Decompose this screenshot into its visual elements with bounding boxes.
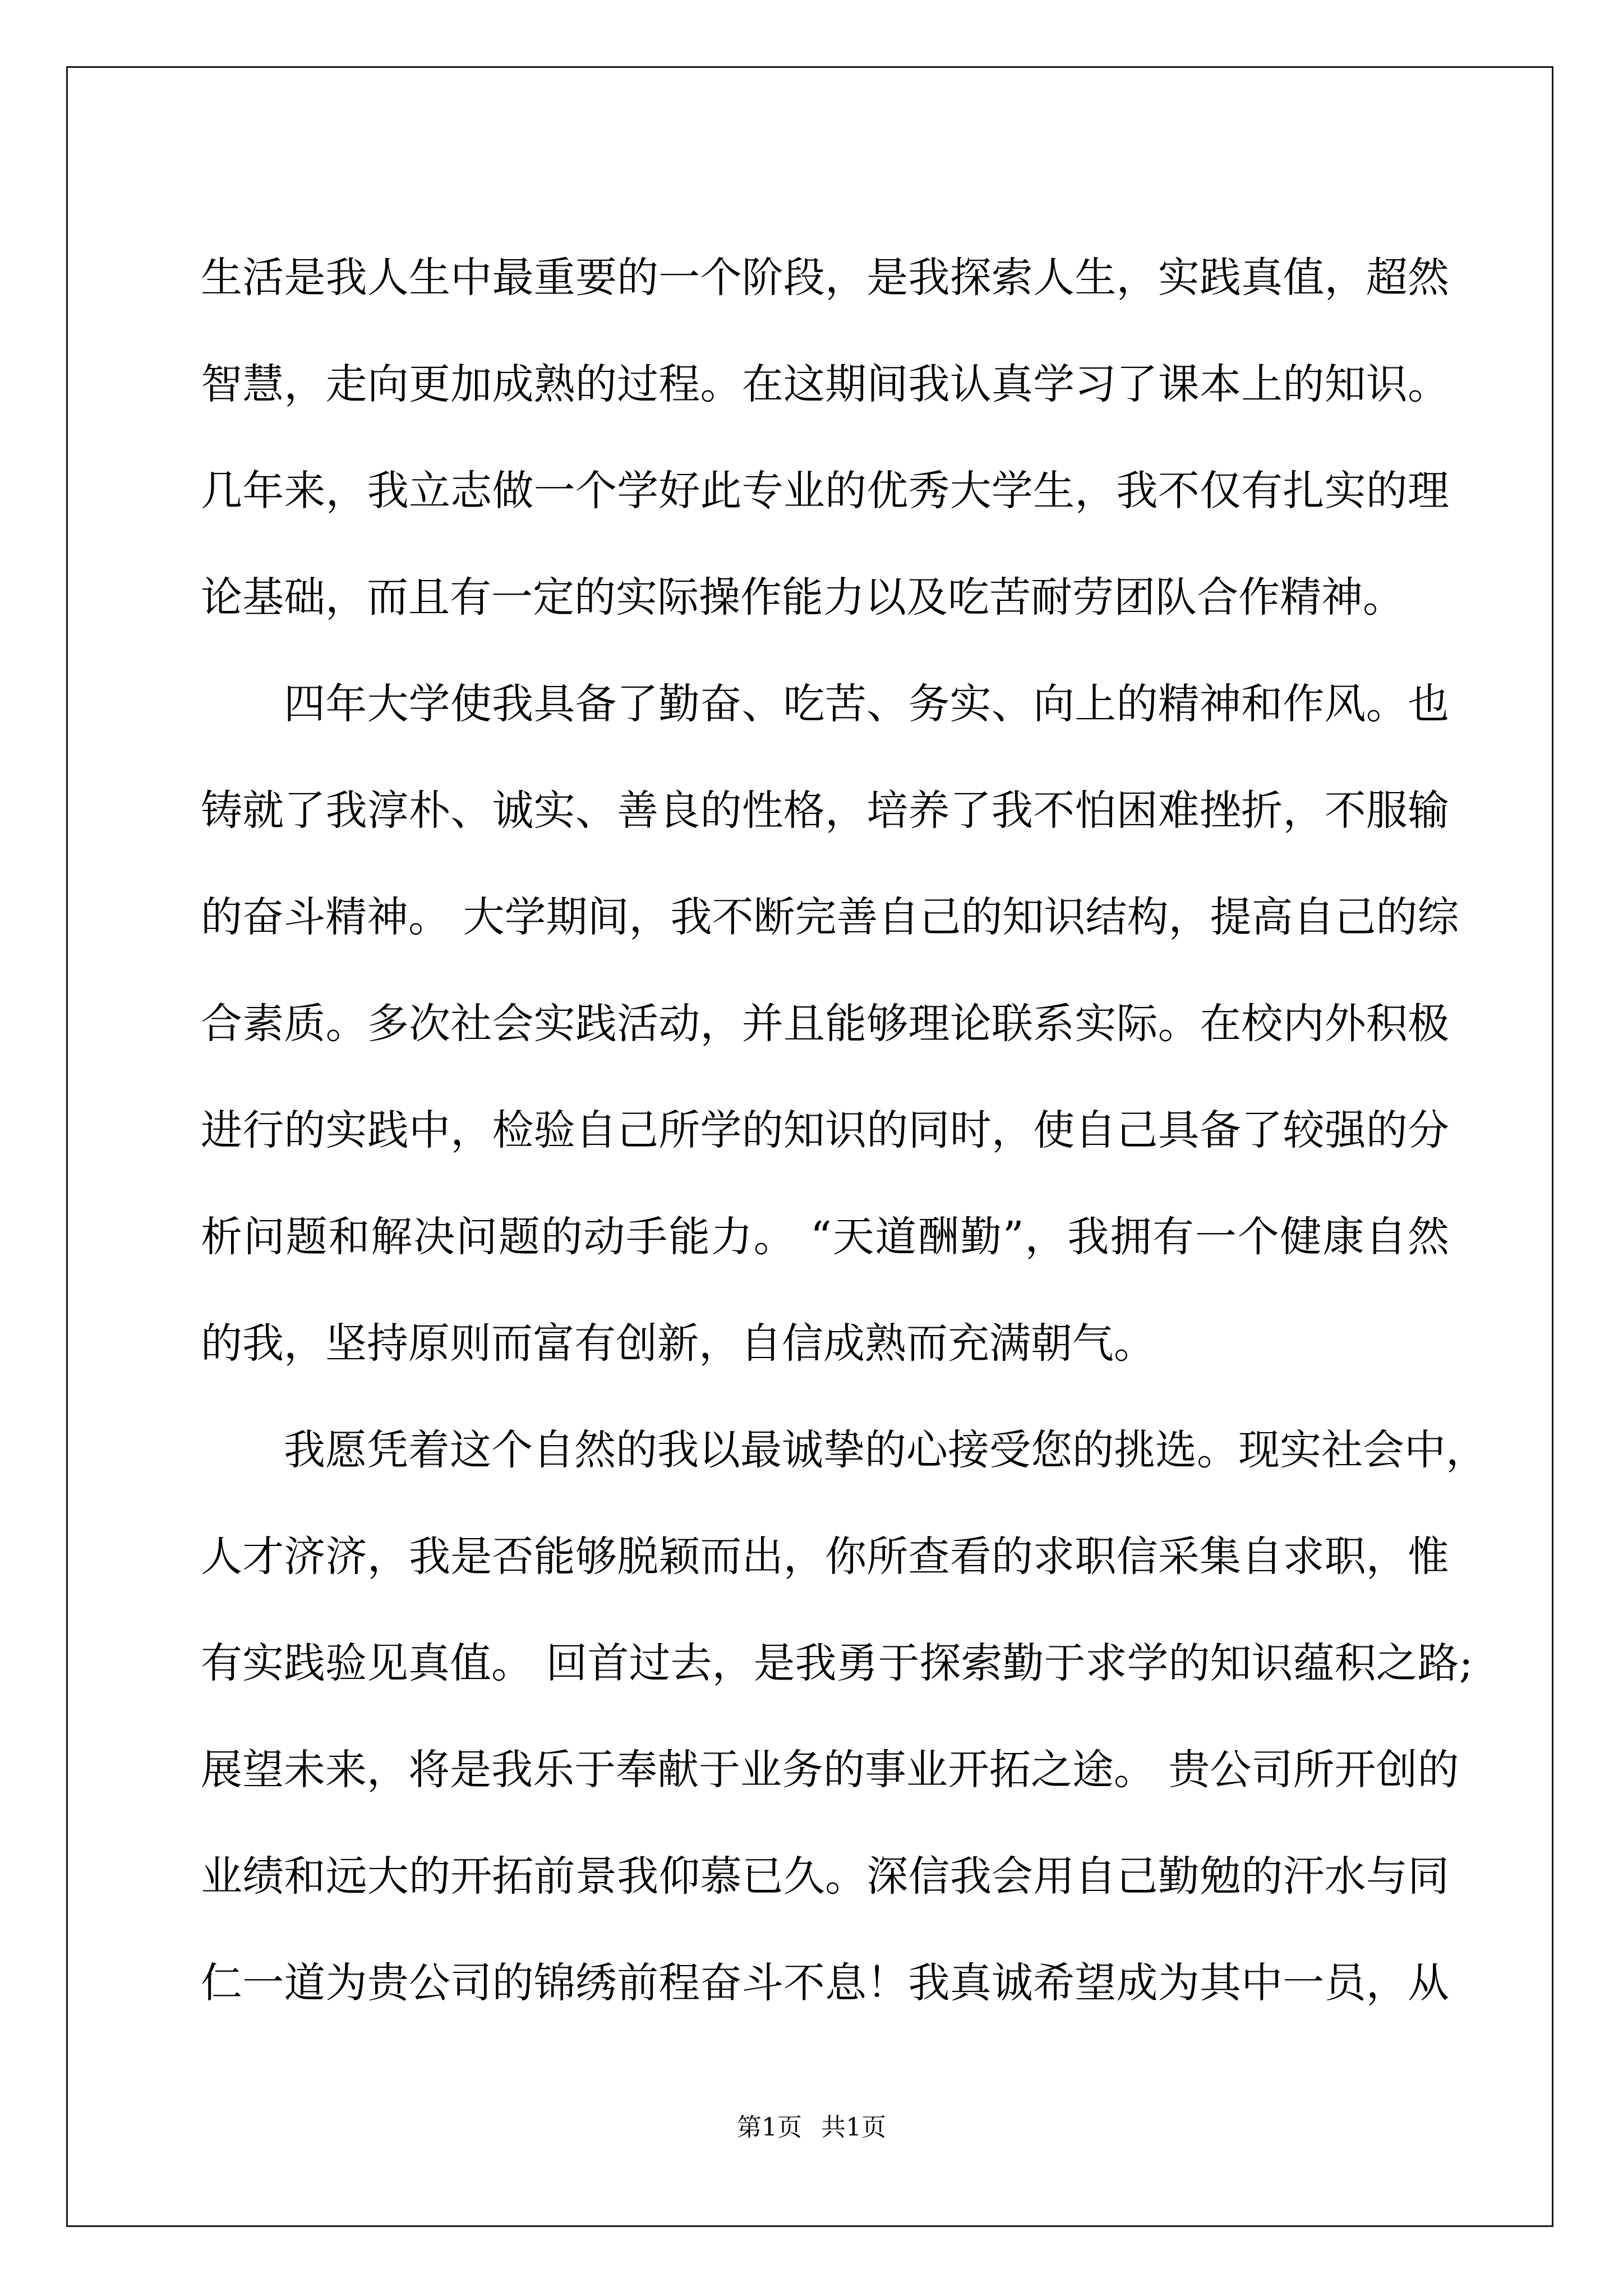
- text-line: 合素质。多次社会实践活动，并且能够理论联系实际。在校内外积极: [201, 1000, 1449, 1048]
- text-line: 进行的实践中，检验自己所学的知识的同时，使自己具备了较强的分: [201, 1106, 1449, 1154]
- paragraph-2: [201, 651, 1459, 1397]
- text-line: 生活是我人生中最重要的一个阶段，是我探索人生，实践真值，超然: [201, 254, 1449, 302]
- text-line: 铸就了我淳朴、诚实、善良的性格，培养了我不怕困难挫折，不服输: [201, 786, 1449, 835]
- text-line: 有实践验见真值。 回首过去，是我勇于探索勤于求学的知识蕴积之路;: [201, 1639, 1473, 1687]
- text-line: 四年大学使我具备了勤奋、吃苦、务实、向上的精神和作风。也: [284, 680, 1449, 728]
- text-line: 智慧，走向更加成熟的过程。在这期间我认真学习了课本上的知识。: [201, 360, 1449, 408]
- text-line: 析问题和解决问题的动手能力。 “天道酬勤”，我拥有一个健康自然: [201, 1213, 1449, 1261]
- text-line: 业绩和远大的开拓前景我仰慕已久。深信我会用自己勤勉的汗水与同: [201, 1852, 1449, 1901]
- document-body: [201, 224, 1487, 2036]
- page-footer: [0, 2111, 1623, 2145]
- text-line: 论基础，而且有一定的实际操作能力以及吃苦耐劳团队合作精神。: [201, 573, 1404, 622]
- paragraph-1: [201, 224, 1449, 651]
- text-line: 的奋斗精神。 大学期间，我不断完善自己的知识结构，提高自己的综: [201, 893, 1459, 941]
- page-number: 第1页 共1页: [737, 2113, 886, 2142]
- paragraph-3: [201, 1397, 1487, 2036]
- text-line: 展望未来，将是我乐于奉献于业务的事业开拓之途。 贵公司所开创的: [201, 1746, 1459, 1794]
- text-line: 仁一道为贵公司的锦绣前程奋斗不息！我真诚希望成为其中一员，从: [201, 1959, 1449, 2007]
- text-line: 几年来，我立志做一个学好此专业的优秀大学生，我不仅有扎实的理: [201, 467, 1449, 515]
- text-line: 我愿凭着这个自然的我以最诚挚的心接受您的挑选。现实社会中，: [284, 1426, 1487, 1474]
- text-line: 的我，坚持原则而富有创新，自信成熟而充满朝气。: [201, 1319, 1155, 1368]
- text-line: 人才济济，我是否能够脱颖而出，你所查看的求职信采集自求职，惟: [201, 1533, 1449, 1581]
